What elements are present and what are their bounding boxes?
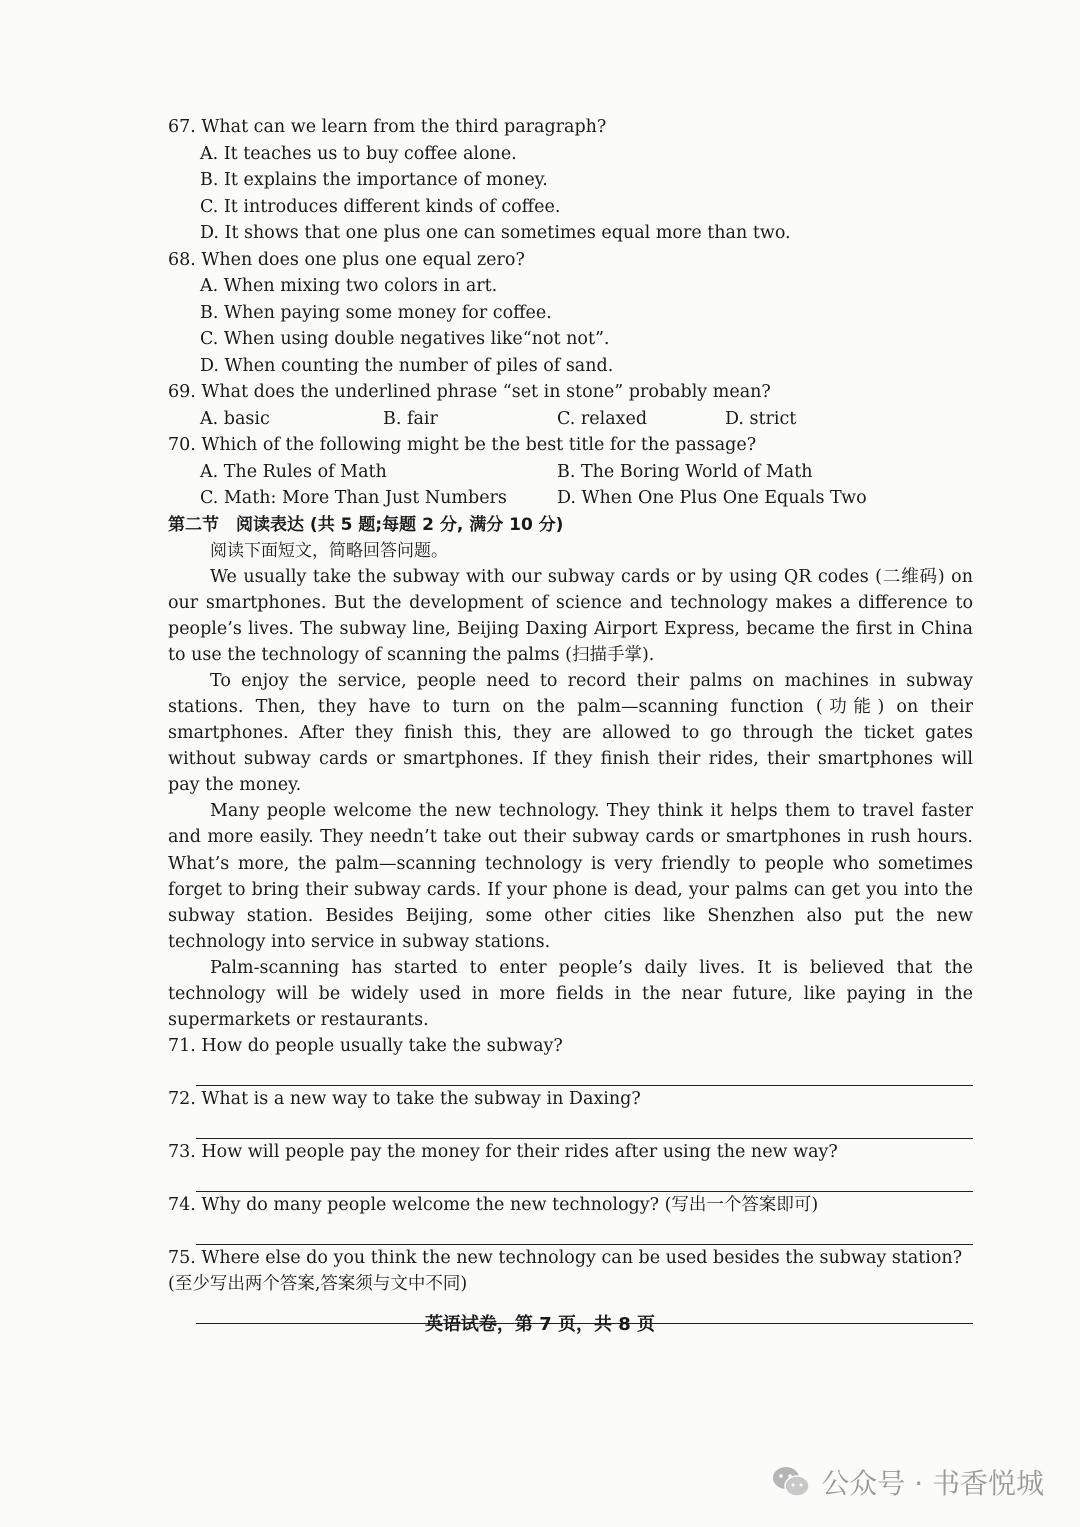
question-70 xyxy=(168,432,973,512)
option-d: D. When One Plus One Equals Two xyxy=(557,488,867,508)
option-c: C. Math: More Than Just Numbers xyxy=(200,488,507,508)
option-c: C. When using double negatives like“not not”. xyxy=(200,329,610,349)
option-a: A. It teaches us to buy coffee alone. xyxy=(200,143,517,164)
option-b: B. fair xyxy=(383,408,438,429)
option-c: C. It introduces different kinds of coffee. xyxy=(200,196,561,217)
watermark-text: 公众号 · 书香悦城 xyxy=(821,1467,1044,1500)
option-a: A. When mixing two colors in art. xyxy=(200,276,498,296)
question-72: 72. What is a new way to take the subway in Daxing? xyxy=(168,1089,641,1110)
wechat-icon xyxy=(771,1465,811,1499)
question-stem: 69. What does the underlined phrase “set in stone” probably mean? xyxy=(168,382,771,402)
option-a: A. basic xyxy=(200,408,270,429)
option-b: B. The Boring World of Math xyxy=(557,461,813,482)
option-d: D. strict xyxy=(725,408,797,429)
question-74: 74. Why do many people welcome the new technology? (写出一个答案即可) xyxy=(168,1195,819,1216)
question-71: 71. How do people usually take the subway? xyxy=(168,1036,563,1057)
question-75: 75. Where else do you think the new technology can be used besides the subway station? (至少写出两个答案,答案须与文中不同) xyxy=(168,1248,963,1295)
option-b: B. When paying some money for coffee. xyxy=(200,302,552,323)
section-instruction: 阅读下面短文，简略回答问题。 xyxy=(210,540,448,561)
option-c: C. relaxed xyxy=(557,408,648,429)
option-d: D. When counting the number of piles of sand. xyxy=(200,355,614,376)
passage-paragraph-4: Palm-scanning has started to enter people’s daily lives. It is believed that the technology will be widely used in more fields in the near future, like paying in the supermarkets or restaurants. xyxy=(168,957,973,1031)
question-68 xyxy=(168,247,973,380)
question-stem: 68. When does one plus one equal zero? xyxy=(168,249,525,270)
question-stem: 67. What can we learn from the third paragraph? xyxy=(168,117,607,137)
option-d: D. It shows that one plus one can sometimes equal more than two. xyxy=(200,223,791,243)
passage-paragraph-1: We usually take the subway with our subway cards or by using QR codes (二维码) on our smartphones. But the development of science and technology makes a difference to people’s lives. The subway line, Beijing Daxing Airport Express, became the first in China to use the technology of scanning the palms (扫描手掌). xyxy=(168,566,973,665)
options-row xyxy=(168,485,973,512)
question-69 xyxy=(168,379,973,432)
question-stem: 70. Which of the following might be the best title for the passage? xyxy=(168,435,757,455)
watermark xyxy=(771,1462,1044,1502)
question-73: 73. How will people pay the money for their rides after using the new way? xyxy=(168,1142,838,1163)
options-row xyxy=(168,459,973,486)
section-title: 第二节 阅读表达 (共 5 题;每题 2 分, 满分 10 分) xyxy=(168,514,564,535)
page-footer: 英语试卷，第 7 页，共 8 页 xyxy=(424,1314,656,1335)
reading-passage xyxy=(168,564,973,1034)
passage-paragraph-3: Many people welcome the new technology. They think it helps them to travel faster and more easily. They needn’t take out their subway cards or smartphones in rush hours. What’s more, the palm—scanning technology is very friendly to people who sometimes forget to bring their subway cards. If your phone is dead, your palms can get you into the subway station. Besides Beijing, some other cities like Shenzhen also put the new technology into service in subway stations. xyxy=(168,801,973,952)
answer-line[interactable] xyxy=(196,1218,973,1245)
exam-page xyxy=(168,114,973,1324)
answer-line[interactable] xyxy=(196,1059,973,1086)
question-67 xyxy=(168,114,973,247)
answer-line[interactable] xyxy=(196,1112,973,1139)
option-b: B. It explains the importance of money. xyxy=(200,170,548,190)
passage-paragraph-2: To enjoy the service, people need to record their palms on machines in subway stations. Then, they have to turn on the palm—scanning function (功能) on their smartphones. After they finish this, they are allowed to go through the ticket gates without subway cards or smartphones. If they finish their rides, their smartphones will pay the money. xyxy=(168,670,973,796)
options-row xyxy=(168,406,973,433)
option-a: A. The Rules of Math xyxy=(200,461,387,482)
answer-line[interactable] xyxy=(196,1165,973,1192)
open-questions xyxy=(168,1033,973,1324)
